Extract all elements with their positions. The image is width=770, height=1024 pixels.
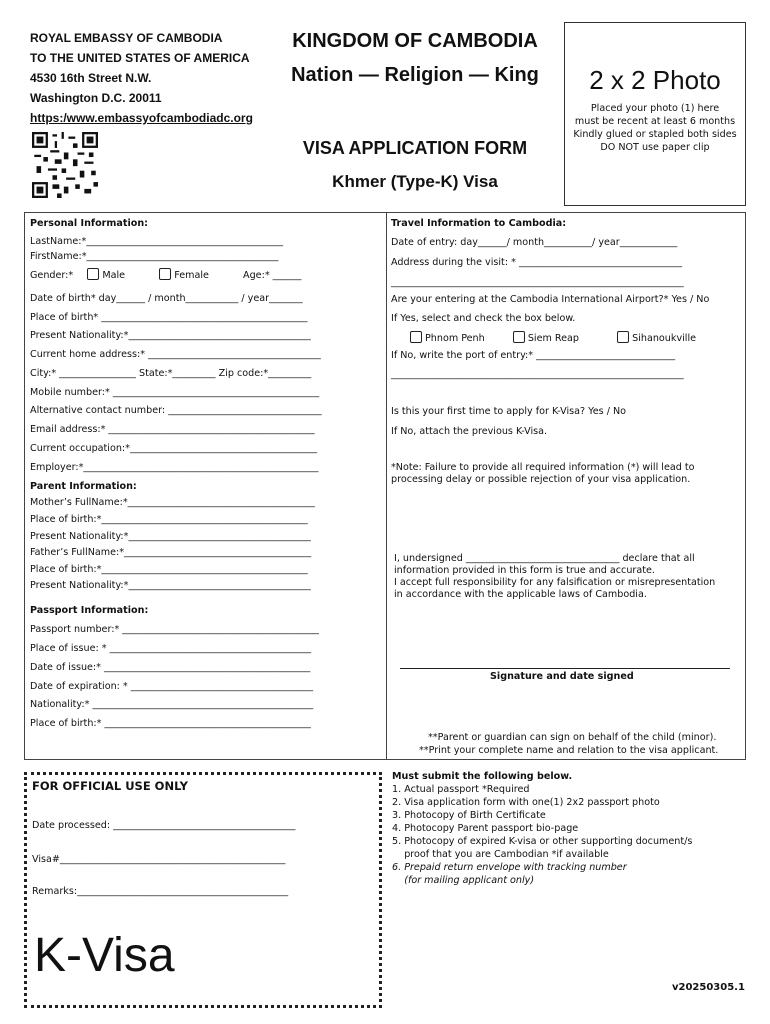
visit-address-line2[interactable]: _____________________________________________________________ xyxy=(391,277,684,288)
photo-instruction: Kindly glued or stapled both sides xyxy=(573,129,737,140)
list-item: 2. Visa application form with one(1) 2x2 passport photo xyxy=(392,797,660,808)
airport-question: Are your entering at the Cambodia International Airport?* Yes / No xyxy=(391,294,710,305)
submit-list xyxy=(392,770,692,887)
visa-number-field[interactable]: Visa#_______________________________________________ xyxy=(32,854,286,865)
father-pob-field[interactable]: Place of birth:*___________________________________________ xyxy=(30,564,308,575)
list-item: proof that you are Cambodian *if available xyxy=(392,849,609,860)
note-line: *Note: Failure to provide all required information (*) will lead to xyxy=(391,462,695,473)
airport-options xyxy=(410,331,696,345)
photo-instruction: Placed your photo (1) here xyxy=(590,103,720,114)
declaration-line: I accept full responsibility for any falsification or misrepresentation xyxy=(394,577,716,588)
embassy-website-link[interactable]: https:/www.embassyofcambodiadc.org xyxy=(30,111,253,125)
signature-label: Signature and date signed xyxy=(490,671,634,682)
siem-reap-checkbox[interactable] xyxy=(513,331,525,343)
visit-address-field[interactable]: Address during the visit: * __________________________________ xyxy=(391,257,683,268)
if-yes-instruction: If Yes, select and check the box below. xyxy=(391,313,576,324)
passport-pob-field[interactable]: Place of birth:* ___________________________________________ xyxy=(30,718,311,729)
qr-code-icon xyxy=(32,130,98,200)
place-of-birth-field[interactable]: Place of birth* ___________________________________________ xyxy=(30,312,308,323)
parent-sign-note: **Parent or guardian can sign on behalf of the child (minor). xyxy=(428,732,717,743)
remarks-field[interactable]: Remarks:____________________________________________ xyxy=(32,886,289,897)
print-name-note: **Print your complete name and relation to the visa applicant. xyxy=(419,745,719,756)
male-checkbox[interactable] xyxy=(87,268,99,280)
alt-contact-field[interactable]: Alternative contact number: ________________________________ xyxy=(30,405,322,416)
first-time-question: Is this your first time to apply for K-Visa? Yes / No xyxy=(391,406,627,417)
version-label: v20250305.1 xyxy=(672,982,745,993)
mother-name-field[interactable]: Mother’s FullName:*_______________________________________ xyxy=(30,497,315,508)
list-item: 5. Photocopy of expired K-visa or other supporting document/s xyxy=(392,836,693,847)
lastname-field[interactable]: LastName:*_________________________________________ xyxy=(30,236,283,247)
travel-info-heading: Travel Information to Cambodia: xyxy=(391,218,567,229)
column-divider xyxy=(386,212,387,760)
firstname-field[interactable]: FirstName:*________________________________________ xyxy=(30,251,279,262)
sihanoukville-checkbox[interactable] xyxy=(617,331,629,343)
passport-nationality-field[interactable]: Nationality:* ______________________________________________ xyxy=(30,699,314,710)
dob-field[interactable]: Date of birth* day______ / month___________ / year_______ xyxy=(30,293,303,304)
list-item: 6. Prepaid return envelope with tracking number xyxy=(392,862,627,873)
submit-heading: Must submit the following below. xyxy=(392,771,573,782)
parent-info-heading: Parent Information: xyxy=(30,481,137,492)
embassy-line: Washington D.C. 20011 xyxy=(30,91,162,105)
signature-line[interactable] xyxy=(400,668,730,669)
date-processed-field[interactable]: Date processed: ______________________________________ xyxy=(32,820,296,831)
k-visa-label: K-Visa xyxy=(34,929,175,982)
occupation-field[interactable]: Current occupation:*_______________________________________ xyxy=(30,443,318,454)
photo-instruction: must be recent at least 6 months xyxy=(574,116,736,127)
declaration-line: information provided in this form is true and accurate. xyxy=(394,565,655,576)
list-item: (for mailing applicant only) xyxy=(392,875,535,886)
phnom-penh-label: Phnom Penh xyxy=(425,333,485,344)
city-state-zip-field[interactable]: City:* ________________ State:*_________ Zip code:*_________ xyxy=(30,368,312,379)
embassy-line: ROYAL EMBASSY OF CAMBODIA xyxy=(30,31,223,45)
declaration-line: I, undersigned ________________________________ declare that all xyxy=(394,553,695,564)
official-use-heading: FOR OFFICIAL USE ONLY xyxy=(32,779,188,793)
declaration-line: in accordance with the applicable laws of Cambodia. xyxy=(394,589,647,600)
place-of-issue-field[interactable]: Place of issue: * __________________________________________ xyxy=(30,643,312,654)
female-checkbox[interactable] xyxy=(159,268,171,280)
kingdom-title: KINGDOM OF CAMBODIA xyxy=(292,30,538,52)
male-label: Male xyxy=(102,270,126,281)
port-of-entry-line2[interactable]: _____________________________________________________________ xyxy=(391,369,684,380)
gender-label: Gender:* xyxy=(30,270,74,281)
phnom-penh-checkbox[interactable] xyxy=(410,331,422,343)
siem-reap-label: Siem Reap xyxy=(527,333,580,344)
embassy-line: 4530 16th Street N.W. xyxy=(30,71,152,85)
passport-info-heading: Passport Information: xyxy=(30,605,149,616)
embassy-line: TO THE UNITED STATES OF AMERICA xyxy=(30,51,250,65)
personal-info-heading: Personal Information: xyxy=(30,218,149,229)
mother-pob-field[interactable]: Place of birth:*___________________________________________ xyxy=(30,514,308,525)
embassy-address xyxy=(30,28,253,128)
employer-field[interactable]: Employer:*_________________________________________________ xyxy=(30,462,319,473)
list-item: 3. Photocopy of Birth Certificate xyxy=(392,810,546,821)
mobile-field[interactable]: Mobile number:* ___________________________________________ xyxy=(30,387,320,398)
attach-previous-visa: If No, attach the previous K-Visa. xyxy=(391,426,548,437)
gender-row xyxy=(30,268,301,282)
home-address-field[interactable]: Current home address:* ____________________________________ xyxy=(30,349,321,360)
list-item: 1. Actual passport *Required xyxy=(392,784,530,795)
father-nationality-field[interactable]: Present Nationality:*______________________________________ xyxy=(30,580,311,591)
visa-type: Khmer (Type-K) Visa xyxy=(332,172,498,191)
photo-title: 2 x 2 Photo xyxy=(589,65,721,95)
sihanoukville-label: Sihanoukville xyxy=(632,333,697,344)
photo-instruction: DO NOT use paper clip xyxy=(600,142,710,153)
date-of-expiration-field[interactable]: Date of expiration: * ______________________________________ xyxy=(30,681,314,692)
list-item: 4. Photocopy Parent passport bio-page xyxy=(392,823,579,834)
port-of-entry-field[interactable]: If No, write the port of entry:* _____________________________ xyxy=(391,350,676,361)
email-field[interactable]: Email address:* ___________________________________________ xyxy=(30,424,315,435)
passport-number-field[interactable]: Passport number:* _________________________________________ xyxy=(30,624,319,635)
female-label: Female xyxy=(174,270,209,281)
motto: Nation — Religion — King xyxy=(291,64,539,86)
mother-nationality-field[interactable]: Present Nationality:*______________________________________ xyxy=(30,531,311,542)
date-of-issue-field[interactable]: Date of issue:* ___________________________________________ xyxy=(30,662,311,673)
note-line: processing delay or possible rejection of your visa application. xyxy=(391,474,691,485)
age-field[interactable]: Age:* ______ xyxy=(243,270,302,281)
nationality-field[interactable]: Present Nationality:*______________________________________ xyxy=(30,330,311,341)
father-name-field[interactable]: Father’s FullName:*_______________________________________ xyxy=(30,547,312,558)
date-of-entry-field[interactable]: Date of entry: day______/ month__________/ year____________ xyxy=(391,237,678,248)
photo-box[interactable] xyxy=(564,22,746,206)
form-title: VISA APPLICATION FORM xyxy=(302,138,528,158)
